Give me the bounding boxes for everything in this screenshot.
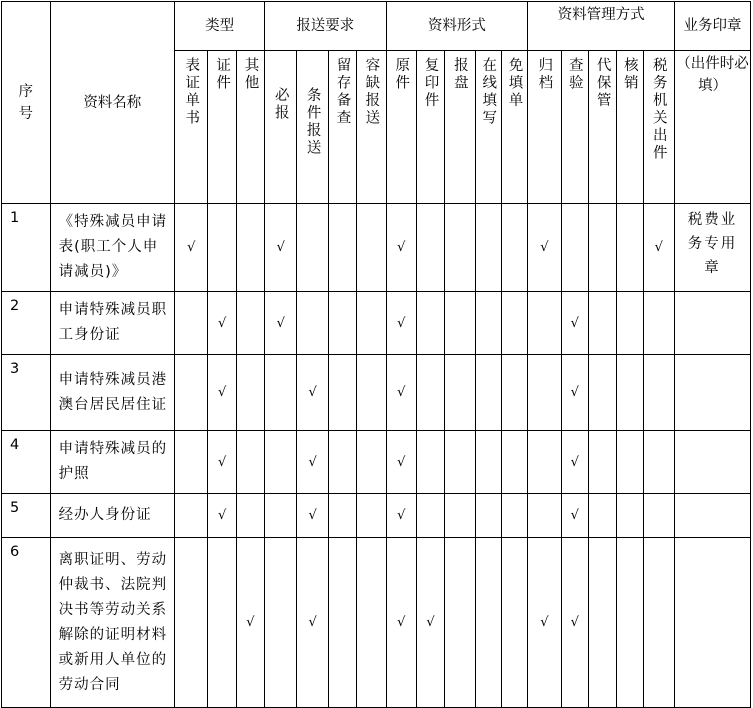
submit-cell: [297, 431, 328, 494]
header-form-col-1-label: 复印件: [422, 57, 439, 110]
header-form-col-0-label: 原件: [393, 57, 410, 92]
header-group-form: 资料形式: [386, 2, 528, 51]
manage-cell: [561, 538, 588, 708]
form-cell: [475, 431, 501, 494]
manage-cell: [617, 355, 643, 431]
seal-cell: [674, 431, 750, 494]
header-manage-col-1-label: 查验: [566, 57, 583, 92]
type-cell: [208, 204, 236, 292]
header-form-col-4: [501, 51, 527, 204]
type-cell: [175, 431, 208, 494]
type-cell: [236, 431, 264, 494]
form-cell: [416, 292, 444, 355]
header-group-type: 类型: [175, 2, 265, 51]
submit-cell: [357, 204, 386, 292]
form-cell: [445, 204, 475, 292]
submit-cell: [357, 538, 386, 708]
header-type-col-1-label: 证件: [214, 57, 231, 92]
check-mark: √: [217, 315, 227, 331]
submit-cell: [328, 431, 356, 494]
header-form-col-2-label: 报盘: [451, 57, 468, 92]
manage-cell: [561, 494, 588, 538]
material-name: 申请特殊减员职工身份证: [50, 292, 174, 355]
header-seq-char-1: 序: [18, 83, 34, 100]
manage-cell: [528, 538, 561, 708]
submit-cell: [357, 292, 386, 355]
form-cell: [501, 494, 527, 538]
form-cell: [445, 292, 475, 355]
header-submit-col-0: [265, 51, 297, 204]
row-number: 2: [2, 292, 51, 355]
manage-cell: [588, 431, 616, 494]
submit-cell: [297, 494, 328, 538]
manage-cell: [561, 204, 588, 292]
material-name: 经办人身份证: [50, 494, 174, 538]
header-type-col-0: [175, 51, 208, 204]
check-mark: √: [426, 615, 435, 630]
type-cell: [208, 431, 236, 494]
manage-cell: [617, 204, 643, 292]
submit-cell: [265, 494, 297, 538]
header-group-submit: 报送要求: [265, 2, 386, 51]
material-name: 申请特殊减员的护照: [50, 431, 174, 494]
type-cell: [236, 494, 264, 538]
manage-cell: [617, 431, 643, 494]
check-mark: √: [276, 315, 285, 331]
manage-cell: [561, 431, 588, 494]
header-manage-col-0-label: 归档: [536, 57, 553, 92]
form-cell: [475, 494, 501, 538]
manage-cell: [561, 355, 588, 431]
form-cell: [445, 494, 475, 538]
header-manage-col-3: [617, 51, 643, 204]
header-manage-col-2-label: 代保管: [594, 57, 611, 110]
form-cell: [501, 204, 527, 292]
header-manage-col-4-label: 税务机关出件: [650, 57, 667, 162]
header-submit-col-0-label: 必报: [272, 87, 289, 122]
header-form-col-3-label: 在线填写: [480, 57, 497, 127]
table-row: [2, 494, 751, 538]
manage-cell: [588, 494, 616, 538]
header-form-col-1: [416, 51, 444, 204]
check-mark: √: [570, 454, 579, 470]
row-number: 5: [2, 494, 51, 538]
manage-cell: [643, 494, 674, 538]
row-number: 4: [2, 431, 51, 494]
check-mark: √: [217, 508, 227, 523]
header-seal-note: （出件时必填）: [674, 51, 750, 204]
form-cell: [416, 431, 444, 494]
submit-cell: [297, 292, 328, 355]
manage-cell: [588, 204, 616, 292]
seal-cell: [674, 292, 750, 355]
header-type-col-2-label: 其他: [242, 57, 259, 92]
check-mark: √: [397, 240, 406, 255]
check-mark: √: [217, 454, 227, 470]
manage-cell: [588, 538, 616, 708]
submit-cell: [297, 355, 328, 431]
header-submit-col-2-label: 留存备查: [334, 57, 351, 127]
table-row: [2, 355, 751, 431]
manage-cell: [588, 292, 616, 355]
manage-cell: [643, 431, 674, 494]
header-submit-col-1: [297, 51, 328, 204]
row-number: 6: [2, 538, 51, 708]
check-mark: √: [187, 240, 196, 255]
type-cell: [236, 292, 264, 355]
manage-cell: [588, 355, 616, 431]
check-mark: √: [217, 385, 227, 400]
seal-cell: 税费业务专用章: [674, 204, 750, 292]
header-seq-char-2: 号: [18, 105, 34, 122]
submit-cell: [297, 204, 328, 292]
header-form-col-4-label: 免填单: [506, 57, 523, 110]
table-row: [2, 204, 751, 292]
submit-cell: [328, 292, 356, 355]
header-type-col-0-label: 表证单书: [183, 57, 200, 127]
header-form-col-0: [386, 51, 416, 204]
header-manage-col-0: [528, 51, 561, 204]
material-name: 离职证明、劳动仲裁书、法院判决书等劳动关系解除的证明材料或新用人单位的劳动合同: [50, 538, 174, 708]
type-cell: [208, 538, 236, 708]
type-cell: [208, 494, 236, 538]
manage-cell: [528, 292, 561, 355]
submit-cell: [328, 494, 356, 538]
table-row: [2, 538, 751, 708]
row-number: 3: [2, 355, 51, 431]
submit-cell: [328, 204, 356, 292]
form-cell: [386, 204, 416, 292]
header-manage-col-2: [588, 51, 616, 204]
type-cell: [208, 292, 236, 355]
manage-cell: [528, 204, 561, 292]
manage-cell: [643, 292, 674, 355]
check-mark: √: [540, 240, 549, 255]
check-mark: √: [397, 454, 406, 470]
type-cell: [175, 538, 208, 708]
manage-cell: [643, 538, 674, 708]
type-cell: [208, 355, 236, 431]
header-manage-col-3-label: 核销: [621, 57, 638, 92]
form-cell: [386, 292, 416, 355]
check-mark: √: [540, 615, 549, 630]
header-name: 资料名称: [50, 2, 174, 204]
form-cell: [386, 538, 416, 708]
manage-cell: [643, 204, 674, 292]
form-cell: [386, 431, 416, 494]
form-cell: [416, 538, 444, 708]
header-type-col-1: [208, 51, 236, 204]
manage-cell: [643, 355, 674, 431]
form-cell: [416, 355, 444, 431]
form-cell: [501, 292, 527, 355]
form-cell: [475, 355, 501, 431]
check-mark: √: [570, 385, 579, 400]
submit-cell: [357, 494, 386, 538]
check-mark: √: [570, 315, 579, 331]
seal-cell: [674, 494, 750, 538]
submit-cell: [328, 355, 356, 431]
submit-cell: [265, 431, 297, 494]
header-submit-col-3: [357, 51, 386, 204]
check-mark: √: [276, 240, 285, 255]
form-cell: [445, 355, 475, 431]
header-submit-col-3-label: 容缺报送: [363, 57, 380, 127]
form-cell: [501, 355, 527, 431]
form-cell: [475, 538, 501, 708]
form-cell: [416, 204, 444, 292]
check-mark: √: [246, 615, 255, 630]
submit-cell: [297, 538, 328, 708]
header-group-seal: 业务印章: [674, 2, 750, 51]
submit-cell: [357, 355, 386, 431]
manage-cell: [617, 494, 643, 538]
manage-cell: [528, 494, 561, 538]
type-cell: [175, 355, 208, 431]
header-form-col-2: [445, 51, 475, 204]
form-cell: [501, 538, 527, 708]
header-seq: [2, 2, 51, 204]
submit-cell: [357, 431, 386, 494]
type-cell: [236, 538, 264, 708]
row-number: 1: [2, 204, 51, 292]
form-cell: [475, 204, 501, 292]
material-name: 申请特殊减员港澳台居民居住证: [50, 355, 174, 431]
header-manage-col-1: [561, 51, 588, 204]
check-mark: √: [570, 615, 579, 630]
check-mark: √: [397, 508, 406, 523]
manage-cell: [617, 538, 643, 708]
type-cell: [175, 204, 208, 292]
type-cell: [236, 355, 264, 431]
form-cell: [445, 538, 475, 708]
seal-cell: [674, 538, 750, 708]
submit-cell: [328, 538, 356, 708]
type-cell: [175, 494, 208, 538]
check-mark: √: [308, 454, 317, 470]
form-cell: [445, 431, 475, 494]
form-cell: [386, 355, 416, 431]
check-mark: √: [308, 385, 317, 400]
materials-table: [1, 1, 751, 708]
header-form-col-3: [475, 51, 501, 204]
check-mark: √: [570, 508, 579, 523]
check-mark: √: [308, 615, 317, 630]
manage-cell: [561, 292, 588, 355]
seal-cell: [674, 355, 750, 431]
type-cell: [175, 292, 208, 355]
form-cell: [501, 431, 527, 494]
header-type-col-2: [236, 51, 264, 204]
header-manage-col-4: [643, 51, 674, 204]
submit-cell: [265, 292, 297, 355]
header-group-manage: 资料管理方式: [528, 2, 675, 51]
submit-cell: [265, 538, 297, 708]
check-mark: √: [397, 615, 406, 630]
header-submit-col-1-label: 条件报送: [304, 87, 321, 157]
manage-cell: [528, 431, 561, 494]
check-mark: √: [308, 508, 317, 523]
submit-cell: [265, 355, 297, 431]
table-row: [2, 431, 751, 494]
form-cell: [416, 494, 444, 538]
material-name: 《特殊减员申请表(职工个人申请减员)》: [50, 204, 174, 292]
check-mark: √: [397, 315, 406, 331]
form-cell: [386, 494, 416, 538]
manage-cell: [528, 355, 561, 431]
form-cell: [475, 292, 501, 355]
type-cell: [236, 204, 264, 292]
check-mark: √: [397, 385, 406, 400]
check-mark: √: [654, 240, 663, 255]
manage-cell: [617, 292, 643, 355]
table-row: [2, 292, 751, 355]
header-submit-col-2: [328, 51, 356, 204]
submit-cell: [265, 204, 297, 292]
